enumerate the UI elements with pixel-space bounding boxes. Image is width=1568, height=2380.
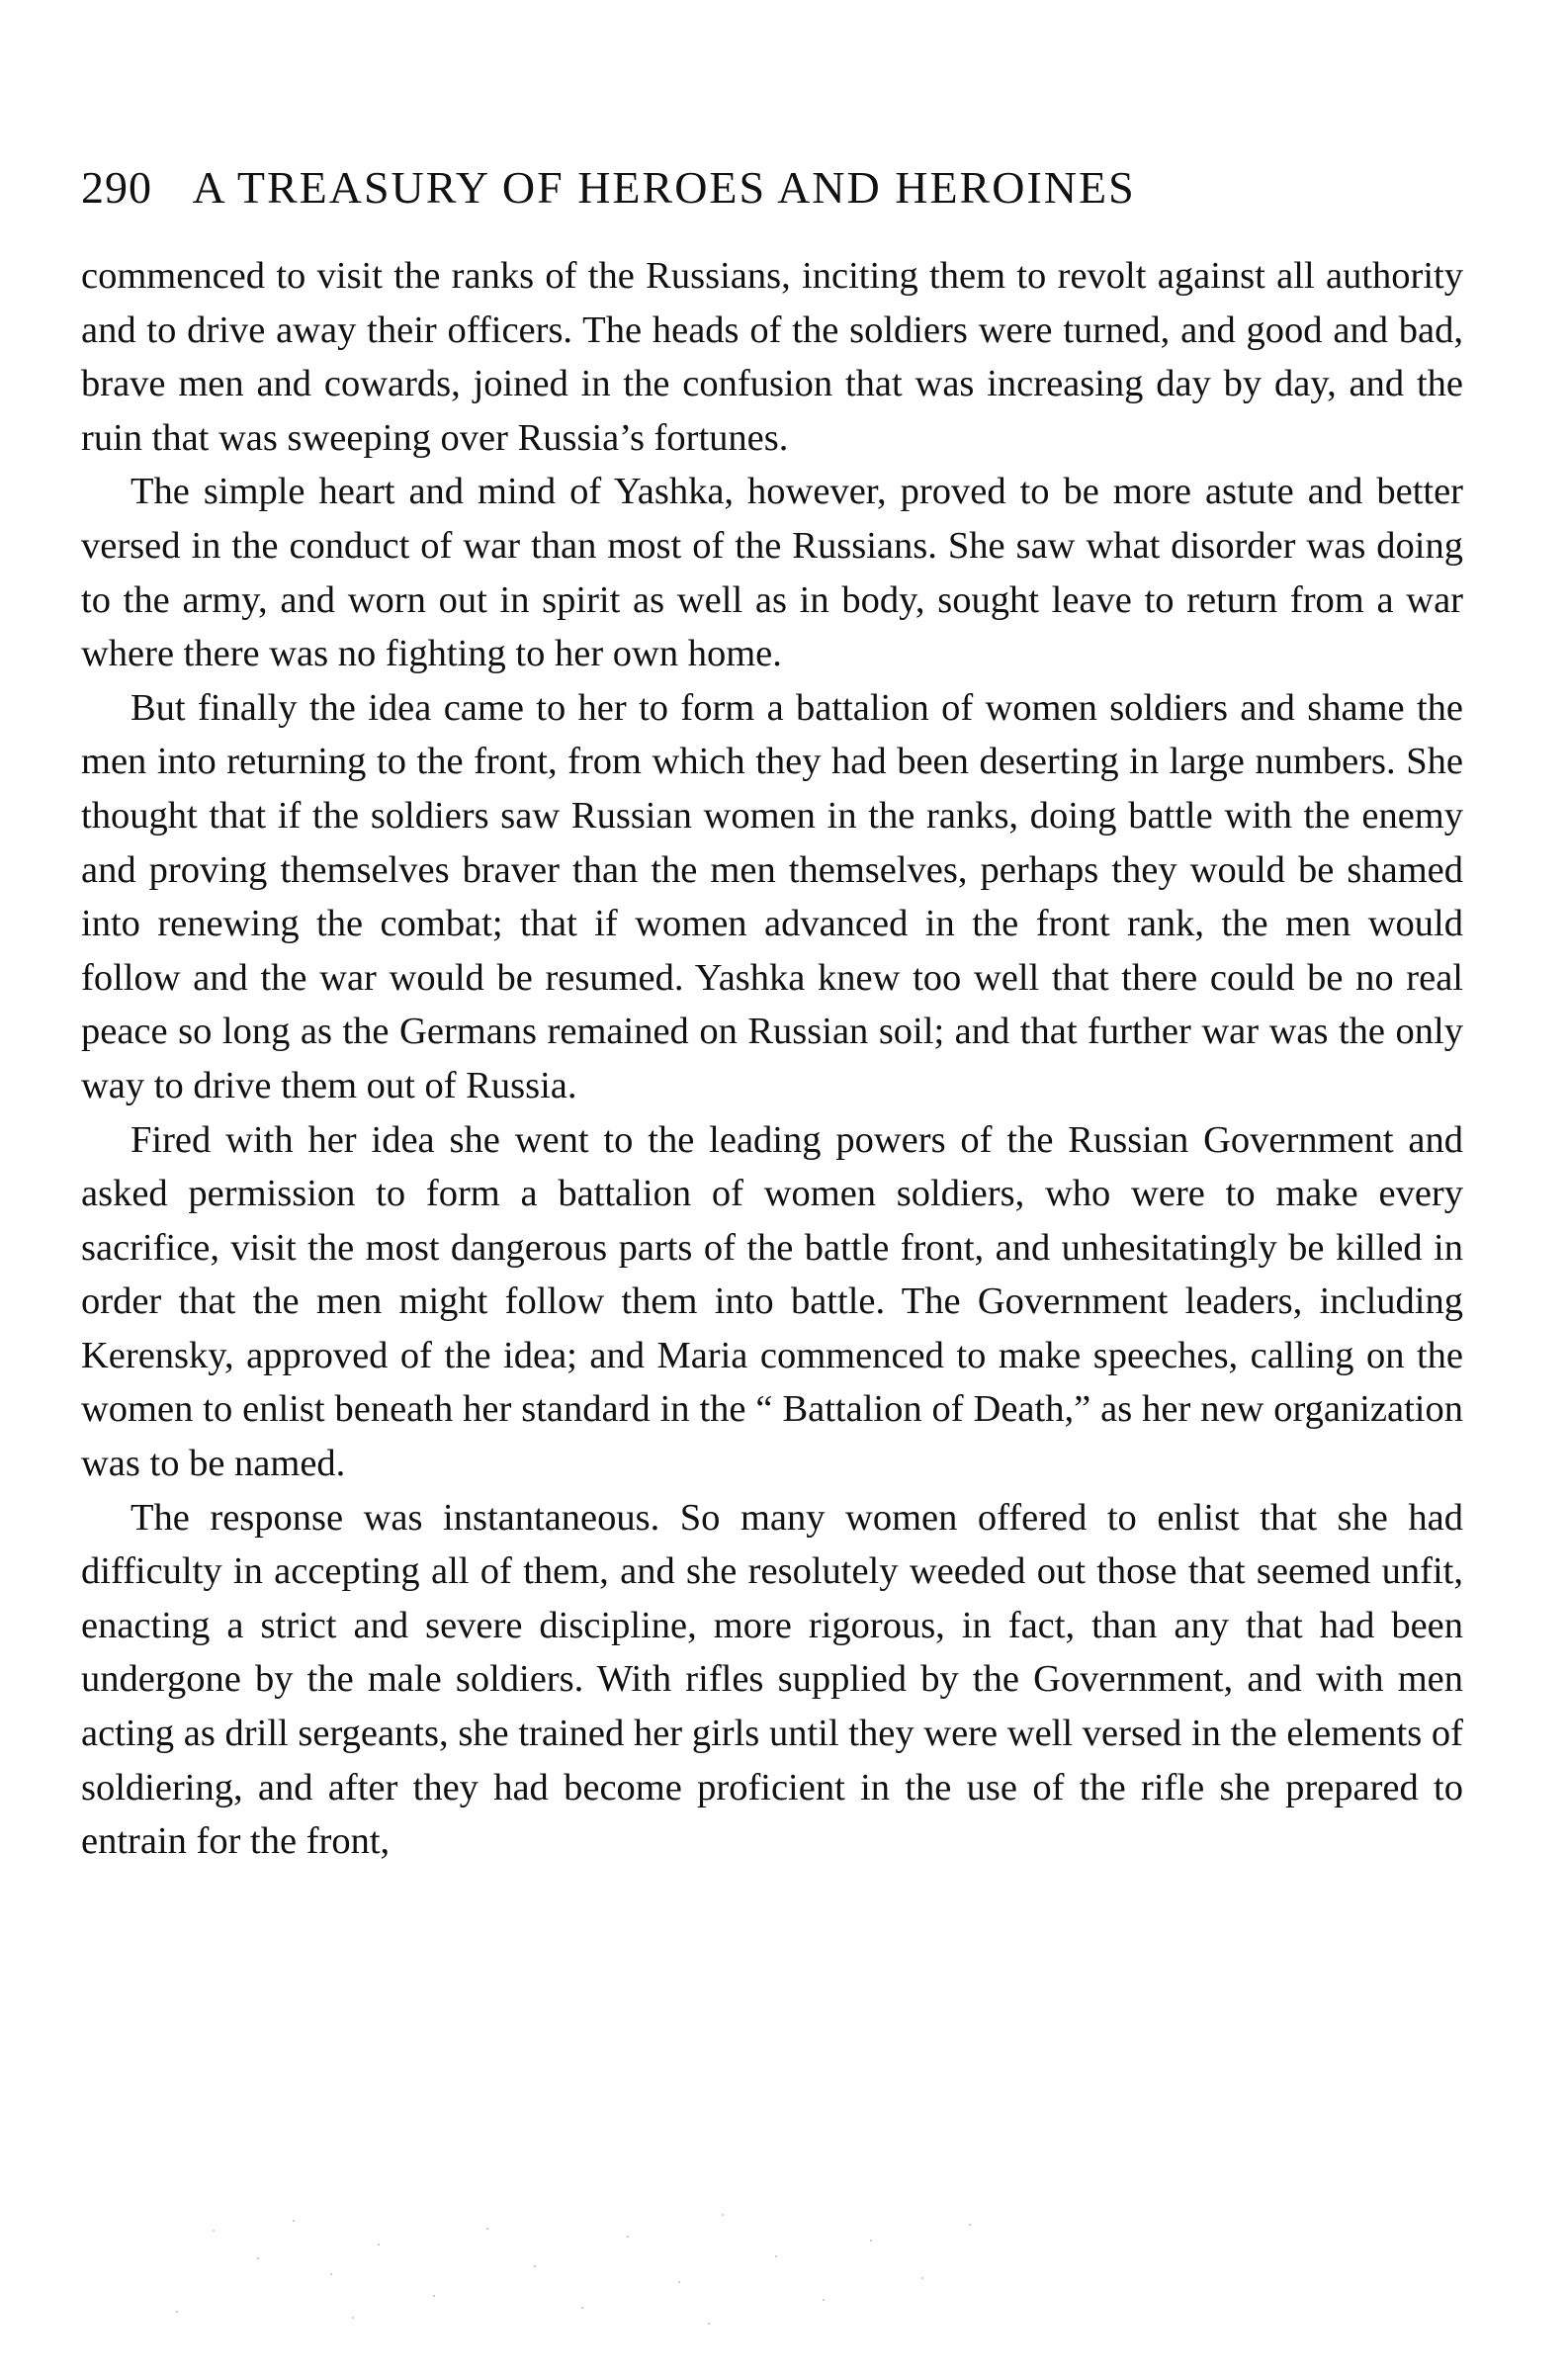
paragraph-continued: commenced to visit the ranks of the Russians, inciting them to revolt against all authority and to drive away their officers. The heads of the soldiers were turned, and good and bad, brave men and cowards, joined in the confusion that was increasing day by day, and the ruin that was sweeping over Russia’s fortunes. — [81, 255, 1463, 459]
paper-speckle — [119, 2200, 1088, 2338]
running-head — [81, 158, 1465, 218]
paragraph: But finally the idea came to her to form a battalion of women soldiers and shame the men into returning to the front, from which they had been deserting in large numbers. She thought that if the soldiers saw Russian women in the ranks, doing battle with the enemy and proving themselves braver than the men themselves, perhaps they would be shamed into renewing the combat; that if women advanced in the front rank, the men would follow and the war would be resumed. Yashka knew too well that there could be no real peace so long as the Germans remained on Russian soil; and that further war was the only way to drive them out of Russia. — [81, 686, 1463, 1106]
body-text — [81, 249, 1463, 1869]
paragraph: Fired with her idea she went to the leading powers of the Russian Government and asked permission to form a battalion of women soldiers, who were to make every sacrifice, visit the most dangerous parts of the battle front, and unhesitatingly be killed in order that the men might follow them into battle. The Government leaders, including Kerensky, approved of the idea; and Maria commenced to make speeches, calling on the women to enlist beneath her standard in the “ Battalion of Death,” as her new organization was to be named. — [81, 1118, 1463, 1485]
running-title: A TREASURY OF HEROES AND HEROINES — [192, 162, 1136, 213]
paragraph: The response was instantaneous. So many women offered to enlist that she had difficulty in accepting all of them, and she resolutely weeded out those that seemed unfit, enacting a strict and severe discipline, more rigorous, in fact, than any that had been undergone by the male soldiers. With rifles supplied by the Government, and with men acting as drill sergeants, she trained her girls until they were well versed in the elements of soldiering, and after they had become proficient in the use of the rifle she prepared to entrain for the front, — [81, 1496, 1463, 1863]
page-number: 290 — [81, 162, 152, 213]
paragraph: The simple heart and mind of Yashka, however, proved to be more astute and better versed in the conduct of war than most of the Russians. She saw what disorder was doing to the army, and worn out in spirit as well as in body, sought leave to return from a war where there was no fighting to her own home. — [81, 471, 1463, 675]
